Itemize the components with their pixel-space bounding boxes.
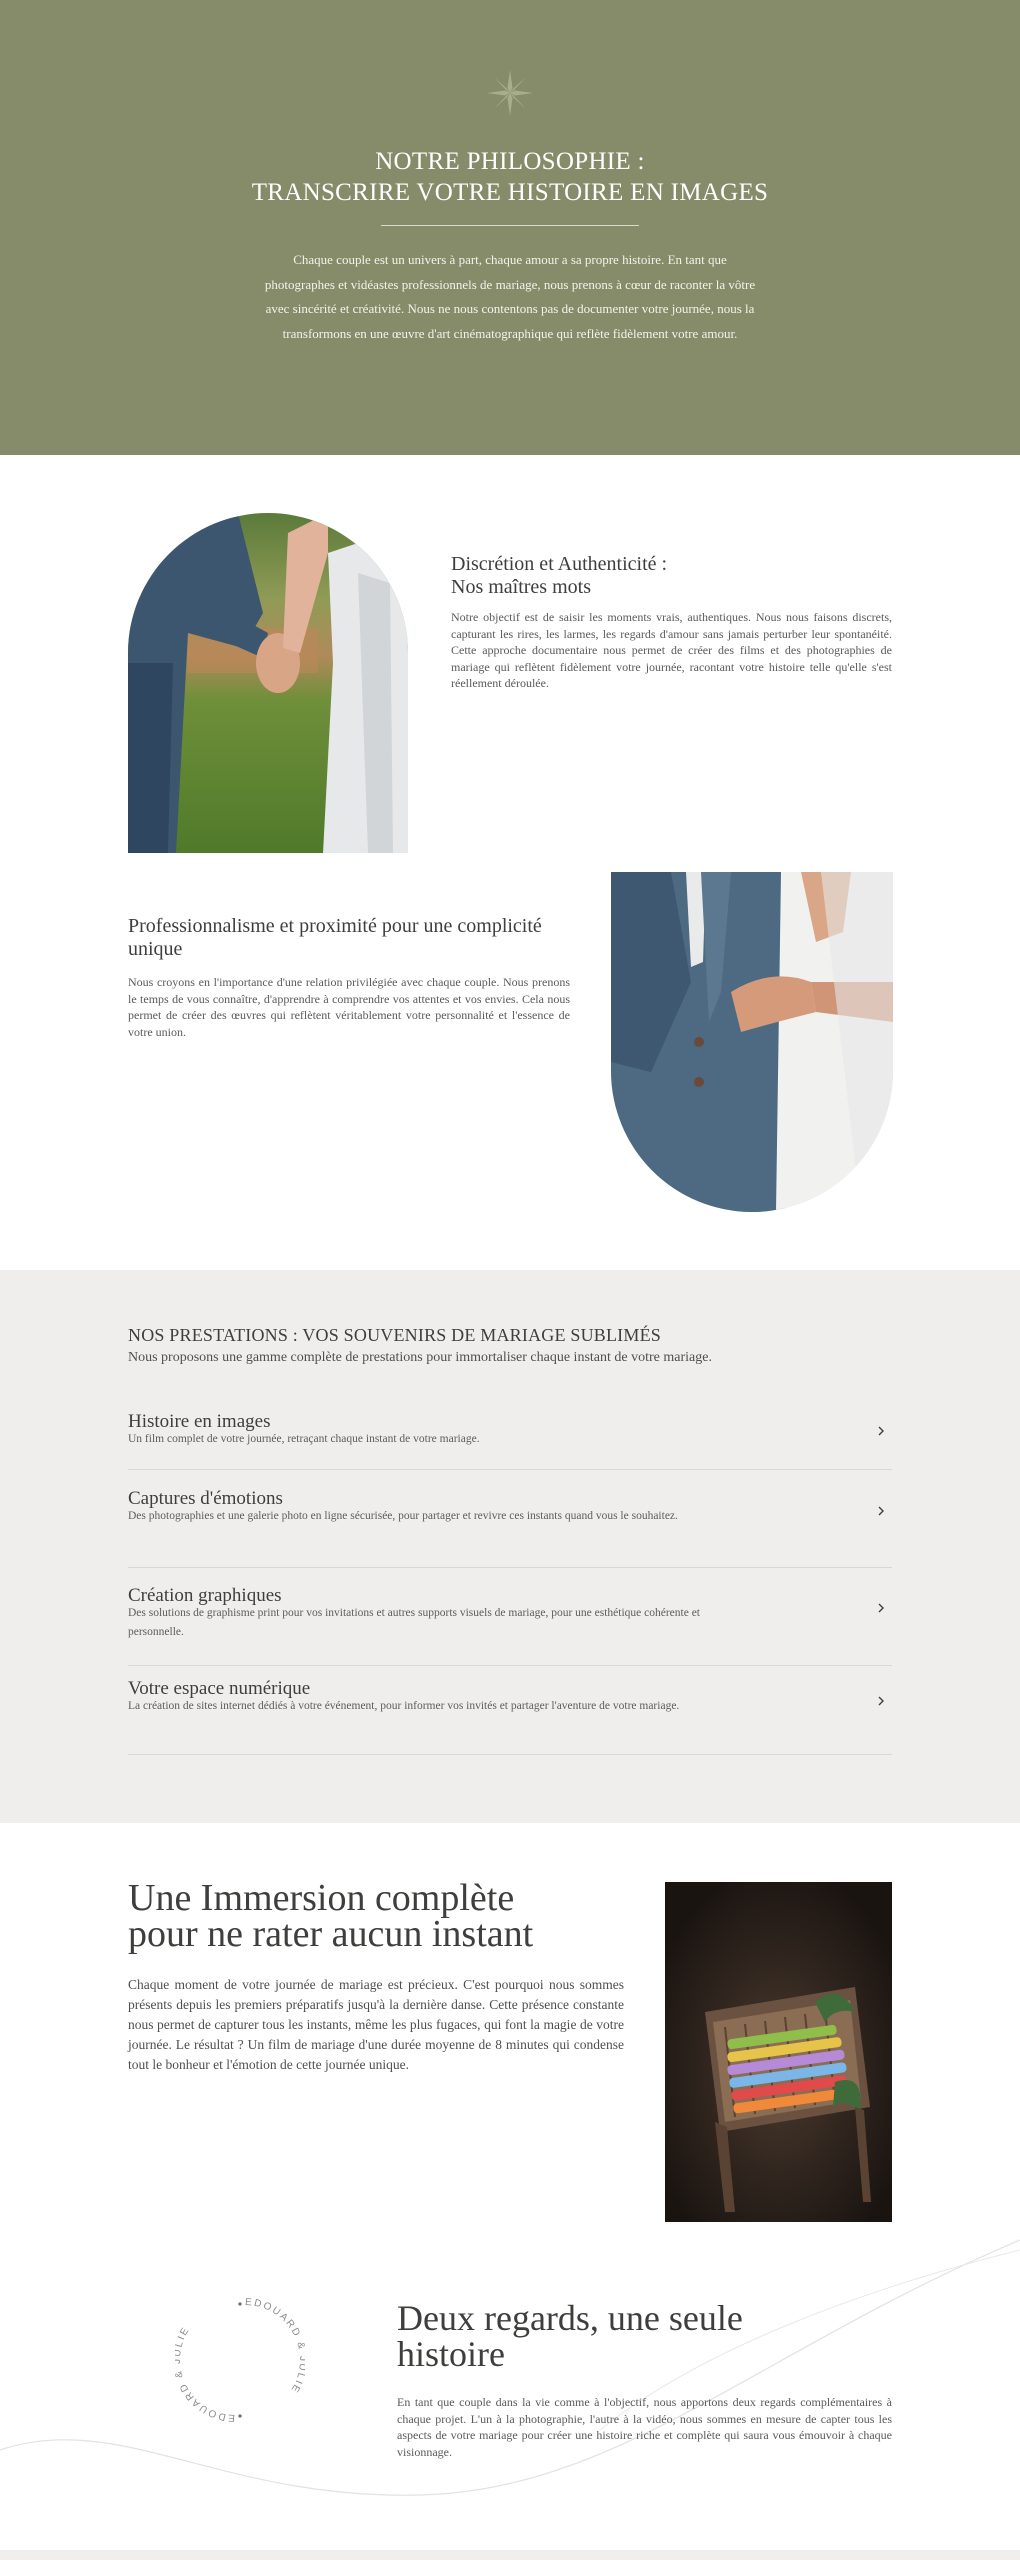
- hero-title: [0, 146, 1020, 208]
- immersion-title-line1: Une Immersion complète: [128, 1877, 515, 1919]
- chevron-right-icon[interactable]: [874, 1694, 888, 1708]
- services-subtitle: Nous proposons une gamme complète de prestations pour immortaliser chaque instant de votre mariage.: [128, 1350, 712, 1365]
- service-name: Votre espace numérique: [128, 1678, 311, 1699]
- service-description: Un film complet de votre journée, retraçant chaque instant de votre mariage.: [128, 1433, 480, 1445]
- value-authenticity-title: [451, 553, 891, 599]
- chevron-right-icon[interactable]: [874, 1601, 888, 1615]
- service-name: Captures d'émotions: [128, 1488, 283, 1509]
- service-description: Des photographies et une galerie photo en ligne sécurisée, pour partager et revivre ces instants quand vous le souhaitez.: [128, 1510, 678, 1522]
- duo-text: En tant que couple dans la vie comme à l'objectif, nous apportons deux regards complémentaires à chaque projet. L'un à la photographie, l'autre à la vidéo, nous sommes en mesure de capter tous les aspects de votre mariage pour créer une histoire riche et complète qui saura vous émouvoir à chaque visionnage.: [397, 2395, 892, 2459]
- hero-title-line1: NOTRE PHILOSOPHIE :: [375, 148, 645, 175]
- value-proximity-title: [128, 915, 588, 961]
- svg-text:EDOUARD & JULIE: [175, 2325, 235, 2424]
- service-name: Création graphiques: [128, 1585, 282, 1606]
- services-section: [0, 1270, 1020, 1823]
- hero-text: Chaque couple est un univers à part, chaque amour a sa propre histoire. En tant que photographes et vidéastes professionnels de mariage, nous prenons à cœur de raconter la vôtre avec sincérité et créativité. Nous ne nous contentons pas de documenter votre journée, nous la transformons en une œuvre d'art cinématographique qui reflète fidèlement votre amour.: [264, 252, 756, 341]
- duo-title-line1: Deux regards, une seule: [397, 2298, 743, 2338]
- immersion-text: Chaque moment de votre journée de mariage est précieux. C'est pourquoi nous sommes présents depuis les premiers préparatifs jusqu'à la dernière danse. Cette présence constante nous permet de capturer tous les instants, même les plus fugaces, qui font la magie de votre journée. Le résultat ? Un film de mariage d'une durée moyenne de 8 minutes qui condense tout le bonheur et l'émotion de cette journée unique.: [128, 1977, 624, 2072]
- hero-divider: [381, 225, 639, 226]
- service-description: La création de sites internet dédiés à votre événement, pour informer vos invités et partager l'aventure de votre mariage.: [128, 1700, 680, 1712]
- seal-text-left: EDOUARD IE: [176, 2324, 236, 2424]
- footer-strip: [0, 2550, 1020, 2560]
- immersion-title: [128, 1877, 648, 1955]
- chevron-right-icon[interactable]: [874, 1504, 888, 1518]
- value-authenticity-title-line1: Discrétion et Authenticité :: [451, 553, 668, 575]
- value-proximity-title-line1: Professionnalisme et proximité pour une complicité: [128, 915, 542, 937]
- couple-embrace-photo: [611, 872, 893, 1212]
- basket-detail-photo: [665, 1882, 892, 2222]
- service-item-captures-emotions[interactable]: [128, 1488, 892, 1568]
- value-proximity-title-line2: unique: [128, 938, 183, 960]
- immersion-title-line2: pour ne rater aucun instant: [128, 1913, 534, 1955]
- service-description: Des solutions de graphisme print pour vos invitations et autres supports visuels de mariage, pour une esthétique cohérente et personnelle.: [128, 1607, 700, 1638]
- value-proximity-text: Nous croyons en l'importance d'une relation privilégiée avec chaque couple. Nous prenons le temps de vous connaître, d'apprendre à comprendre vos attentes et vos envies. Cela nous permet de créer des œuvres qui reflètent véritablement votre personnalité et l'essence de votre union.: [128, 975, 570, 1039]
- philosophy-hero: [0, 0, 1020, 455]
- star-icon: [487, 70, 533, 116]
- couple-seal: [175, 2295, 305, 2425]
- svg-text:EDOUARD & JULIE: [245, 2297, 305, 2396]
- service-item-espace-numerique[interactable]: [128, 1678, 892, 1755]
- service-name: Histoire en images: [128, 1411, 271, 1432]
- duo-title-line2: histoire: [397, 2334, 505, 2374]
- hero-title-line2: TRANSCRIRE VOTRE HISTOIRE EN IMAGES: [251, 179, 769, 206]
- chevron-right-icon[interactable]: [874, 1424, 888, 1438]
- services-title: NOS PRESTATIONS : VOS SOUVENIRS DE MARIAGE SUBLIMÉS: [128, 1325, 661, 1345]
- holding-hands-photo: [128, 513, 408, 853]
- value-authenticity-text: Notre objectif est de saisir les moments vrais, authentiques. Nous nous faisons discrets, capturant les rires, les larmes, les regards d'amour sans jamais perturber leur spontanéité. Cette approche documentaire nous permet de créer des films et des photographies de mariage qui reflètent fidèlement votre journée, racontant votre histoire telle qu'elle s'est réellement déroulée.: [451, 610, 892, 690]
- value-authenticity-title-line2: Nos maîtres mots: [451, 576, 591, 598]
- service-item-histoire-en-images[interactable]: [128, 1411, 892, 1470]
- service-item-creation-graphiques[interactable]: [128, 1585, 892, 1666]
- duo-title: [397, 2300, 857, 2372]
- seal-text-right: EDOUARD IE: [244, 2296, 304, 2396]
